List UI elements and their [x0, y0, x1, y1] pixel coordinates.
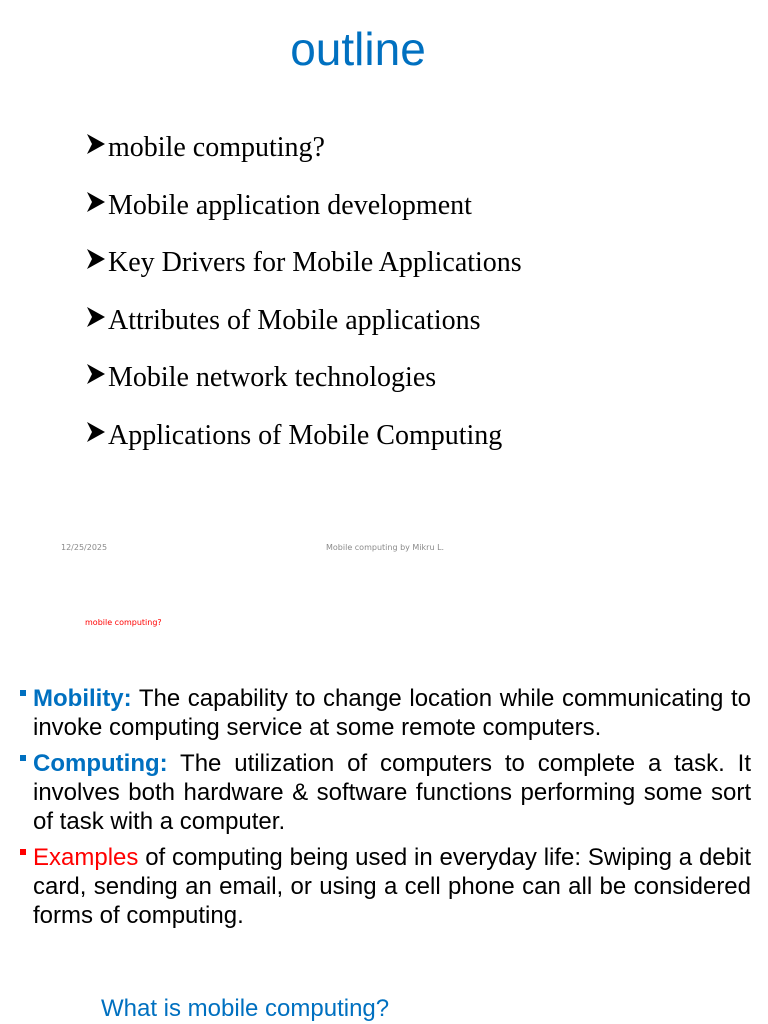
- bullet-text: The utilization of computers to complete a task. It involves both hardware & software functions performing some sort of task with a computer.: [33, 750, 751, 835]
- bullet-item-examples: [20, 843, 751, 930]
- bullet-term: Computing:: [33, 750, 168, 777]
- outline-item: [86, 186, 522, 244]
- arrowhead-icon: [86, 243, 108, 283]
- bullet-item-mobility: [20, 684, 751, 742]
- outline-item-label: Key Drivers for Mobile Applications: [108, 247, 522, 278]
- arrowhead-icon: [86, 186, 108, 226]
- outline-list: [86, 128, 522, 473]
- arrowhead-icon: [86, 358, 108, 398]
- slide-subtitle: mobile computing?: [85, 618, 162, 627]
- bullet-list: [20, 684, 751, 937]
- bullet-text: of computing being used in everyday life: Swiping a debit card, sending an email, or using a cell phone can all be considered forms of computing.: [33, 844, 751, 929]
- outline-item-label: Applications of Mobile Computing: [108, 419, 503, 451]
- outline-item-label: Attributes of Mobile applications: [108, 304, 481, 336]
- footer-date: 12/25/2025: [61, 543, 108, 552]
- outline-item-label: Mobile network technologies: [108, 362, 437, 393]
- footer-author: Mobile computing by Mikru L.: [326, 543, 445, 552]
- outline-item: [86, 301, 522, 359]
- outline-item: [86, 128, 522, 186]
- section-question: What is mobile computing?: [101, 995, 390, 1022]
- outline-item: [86, 358, 522, 416]
- bullet-item-computing: [20, 749, 751, 836]
- bullet-term: Examples: [33, 844, 139, 871]
- bullet-term: Mobility:: [33, 685, 132, 712]
- square-bullet-icon: [20, 690, 26, 696]
- arrowhead-icon: [86, 416, 108, 456]
- outline-item: [86, 416, 522, 474]
- arrowhead-icon: [86, 128, 108, 168]
- outline-item: [86, 243, 522, 301]
- outline-item-label: mobile computing?: [108, 132, 325, 163]
- square-bullet-icon: [20, 849, 26, 855]
- arrowhead-icon: [86, 301, 108, 341]
- square-bullet-icon: [20, 755, 26, 761]
- slide-title: outline: [290, 23, 426, 75]
- bullet-text: The capability to change location while communicating to invoke computing service at some remote computers.: [33, 685, 751, 741]
- outline-item-label: Mobile application development: [108, 189, 472, 221]
